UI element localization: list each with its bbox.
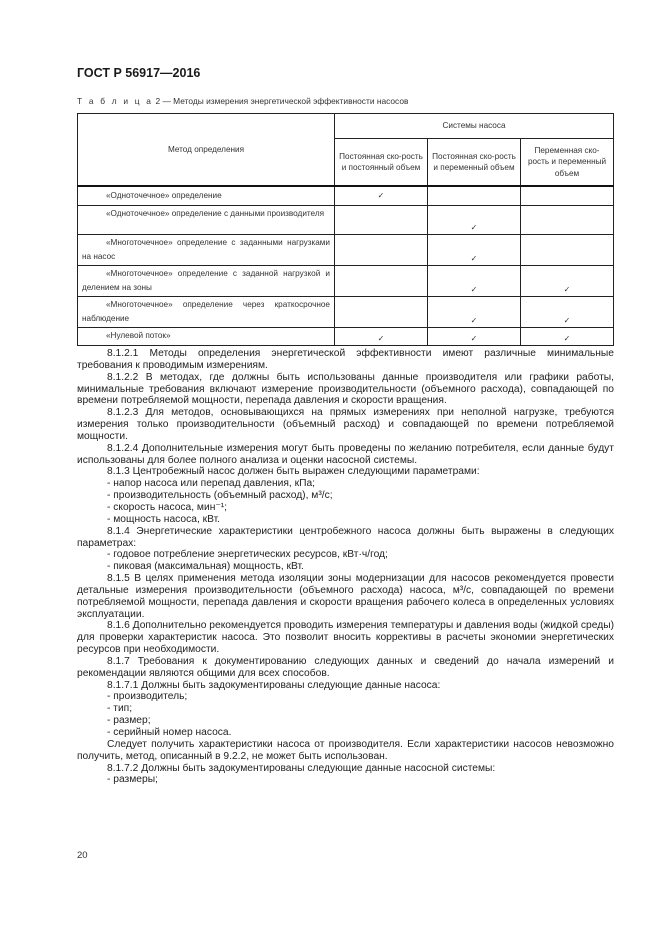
column-header-method: Метод определения (78, 114, 335, 187)
table-row (78, 265, 614, 296)
table-caption-label: Т а б л и ц а (77, 96, 154, 106)
column-header: Постоянная ско-рость и постоянный объем (335, 139, 428, 187)
list-item: - производительность (объемный расход), м³/с; (107, 490, 333, 502)
paragraph: 8.1.5 В целях применения метода изоляции зоны модернизации для насосов рекомендуется провести детальные измерения производительности (объемного расхода) насоса, м³/с, совпадающей по времени потребляемой мощности, перепада давления и скорости вращения рабочего колеса в определенных условиях эксплуатации. (77, 573, 614, 620)
table-row (78, 296, 614, 327)
table-row (78, 205, 614, 234)
paragraph: 8.1.2.3 Для методов, основывающихся на прямых измерениях при неполной нагрузке, требуются измерения только производительности (объемный расход) и совпадающей по времени потребляемой мощности. (77, 407, 614, 442)
check-cell (428, 205, 521, 234)
paragraph: 8.1.7 Требования к документированию следующих данных и сведений до начала измерений и рекомендации являются общими для всех способов. (77, 655, 614, 679)
check-cell (521, 265, 614, 296)
method-cell: «Одноточечное» определение (78, 186, 335, 205)
list-item: - пиковая (максимальная) мощность, кВт. (107, 561, 304, 573)
check-cell (521, 205, 614, 234)
checkmark-icon: ✓ (470, 284, 478, 294)
table-row (78, 327, 614, 345)
method-cell: «Многоточечное» определение с заданной нагрузкой и делением на зоны (78, 265, 335, 296)
check-cell (335, 296, 428, 327)
list-item: - скорость насоса, мин⁻¹; (107, 501, 228, 513)
check-cell (521, 296, 614, 327)
table-caption-text: 2 — Методы измерения энергетической эффективности насосов (155, 96, 409, 106)
check-cell (428, 234, 521, 265)
check-cell (521, 186, 614, 205)
paragraph: 8.1.2.2 В методах, где должны быть использованы данные производителя или графики работы, минимальные требования включают измерение производительности (объемного расхода), совпадающей по времени потребляемой мощности, перепада давления и скорости вращения. (77, 371, 614, 407)
check-cell (335, 186, 428, 205)
list-item: - тип; (107, 703, 133, 715)
table-row (78, 186, 614, 205)
checkmark-icon: ✓ (470, 333, 478, 343)
paragraph: 8.1.7.2 Должны быть задокументированы следующие данные насосной системы: (107, 762, 496, 774)
check-cell (428, 265, 521, 296)
method-cell: «Многоточечное» определение через краткосрочное наблюдение (78, 296, 335, 327)
column-group-header: Системы насоса (335, 114, 614, 139)
checkmark-icon: ✓ (470, 222, 478, 232)
checkmark-icon: ✓ (377, 333, 385, 343)
checkmark-icon: ✓ (563, 333, 571, 343)
paragraph: Следует получить характеристики насоса от производителя. Если характеристики насосов невозможно получить, метод, описанный в 9.2.2, не может быть использован. (77, 738, 614, 762)
paragraph: 8.1.2.1 Методы определения энергетической эффективности имеют различные минимальные требования к проводимым измерениям. (77, 348, 614, 371)
paragraph: 8.1.2.4 Дополнительные измерения могут быть проведены по желанию потребителя, если данные будут использованы для более полного анализа и оценки насосной системы. (77, 442, 614, 466)
checkmark-icon: ✓ (563, 315, 571, 325)
check-cell (428, 327, 521, 345)
body-text (77, 348, 614, 786)
list-item: - размеры; (107, 774, 158, 786)
table-row (78, 234, 614, 265)
checkmark-icon: ✓ (563, 284, 571, 294)
methods-table (77, 113, 614, 346)
list-item: - серийный номер насоса. (107, 727, 232, 738)
method-cell: «Нулевой поток» (78, 327, 335, 345)
column-header: Постоянная ско-рость и переменный объем (428, 139, 521, 187)
check-cell (335, 234, 428, 265)
check-cell (428, 296, 521, 327)
list-item: - производитель; (107, 691, 188, 703)
check-cell (335, 327, 428, 345)
check-cell (521, 327, 614, 345)
list-item: - мощность насоса, кВт. (107, 513, 221, 525)
paragraph: 8.1.3 Центробежный насос должен быть выражен следующими параметрами: (107, 466, 480, 478)
paragraph: 8.1.4 Энергетические характеристики центробежного насоса должны быть выражены в следующих параметрах: (77, 525, 614, 549)
check-cell (335, 265, 428, 296)
table-caption (77, 96, 408, 106)
method-cell: «Одноточечное» определение с данными производителя (78, 205, 335, 234)
list-item: - размер; (107, 715, 151, 727)
checkmark-icon: ✓ (470, 253, 478, 263)
page-number: 20 (77, 850, 88, 861)
paragraph: 8.1.6 Дополнительно рекомендуется проводить измерения температуры и давления воды (жидкой среды) для проверки характеристик насоса. Это позволит вносить коррективы в расчеты экономии энергетических ресурсов при необходимости. (77, 620, 614, 656)
method-cell: «Многоточечное» определение с заданными нагрузками на насос (78, 234, 335, 265)
list-item: - напор насоса или перепад давления, кПа; (107, 478, 316, 490)
check-cell (521, 234, 614, 265)
list-item: - годовое потребление энергетических ресурсов, кВт·ч/год; (107, 549, 388, 561)
document-header: ГОСТ Р 56917—2016 (77, 66, 201, 80)
paragraph: 8.1.7.1 Должны быть задокументированы следующие данные насоса: (107, 679, 441, 691)
check-cell (335, 205, 428, 234)
check-cell (428, 186, 521, 205)
checkmark-icon: ✓ (470, 315, 478, 325)
column-header: Переменная ско-рость и переменный объем (521, 139, 614, 187)
checkmark-icon: ✓ (377, 190, 385, 200)
